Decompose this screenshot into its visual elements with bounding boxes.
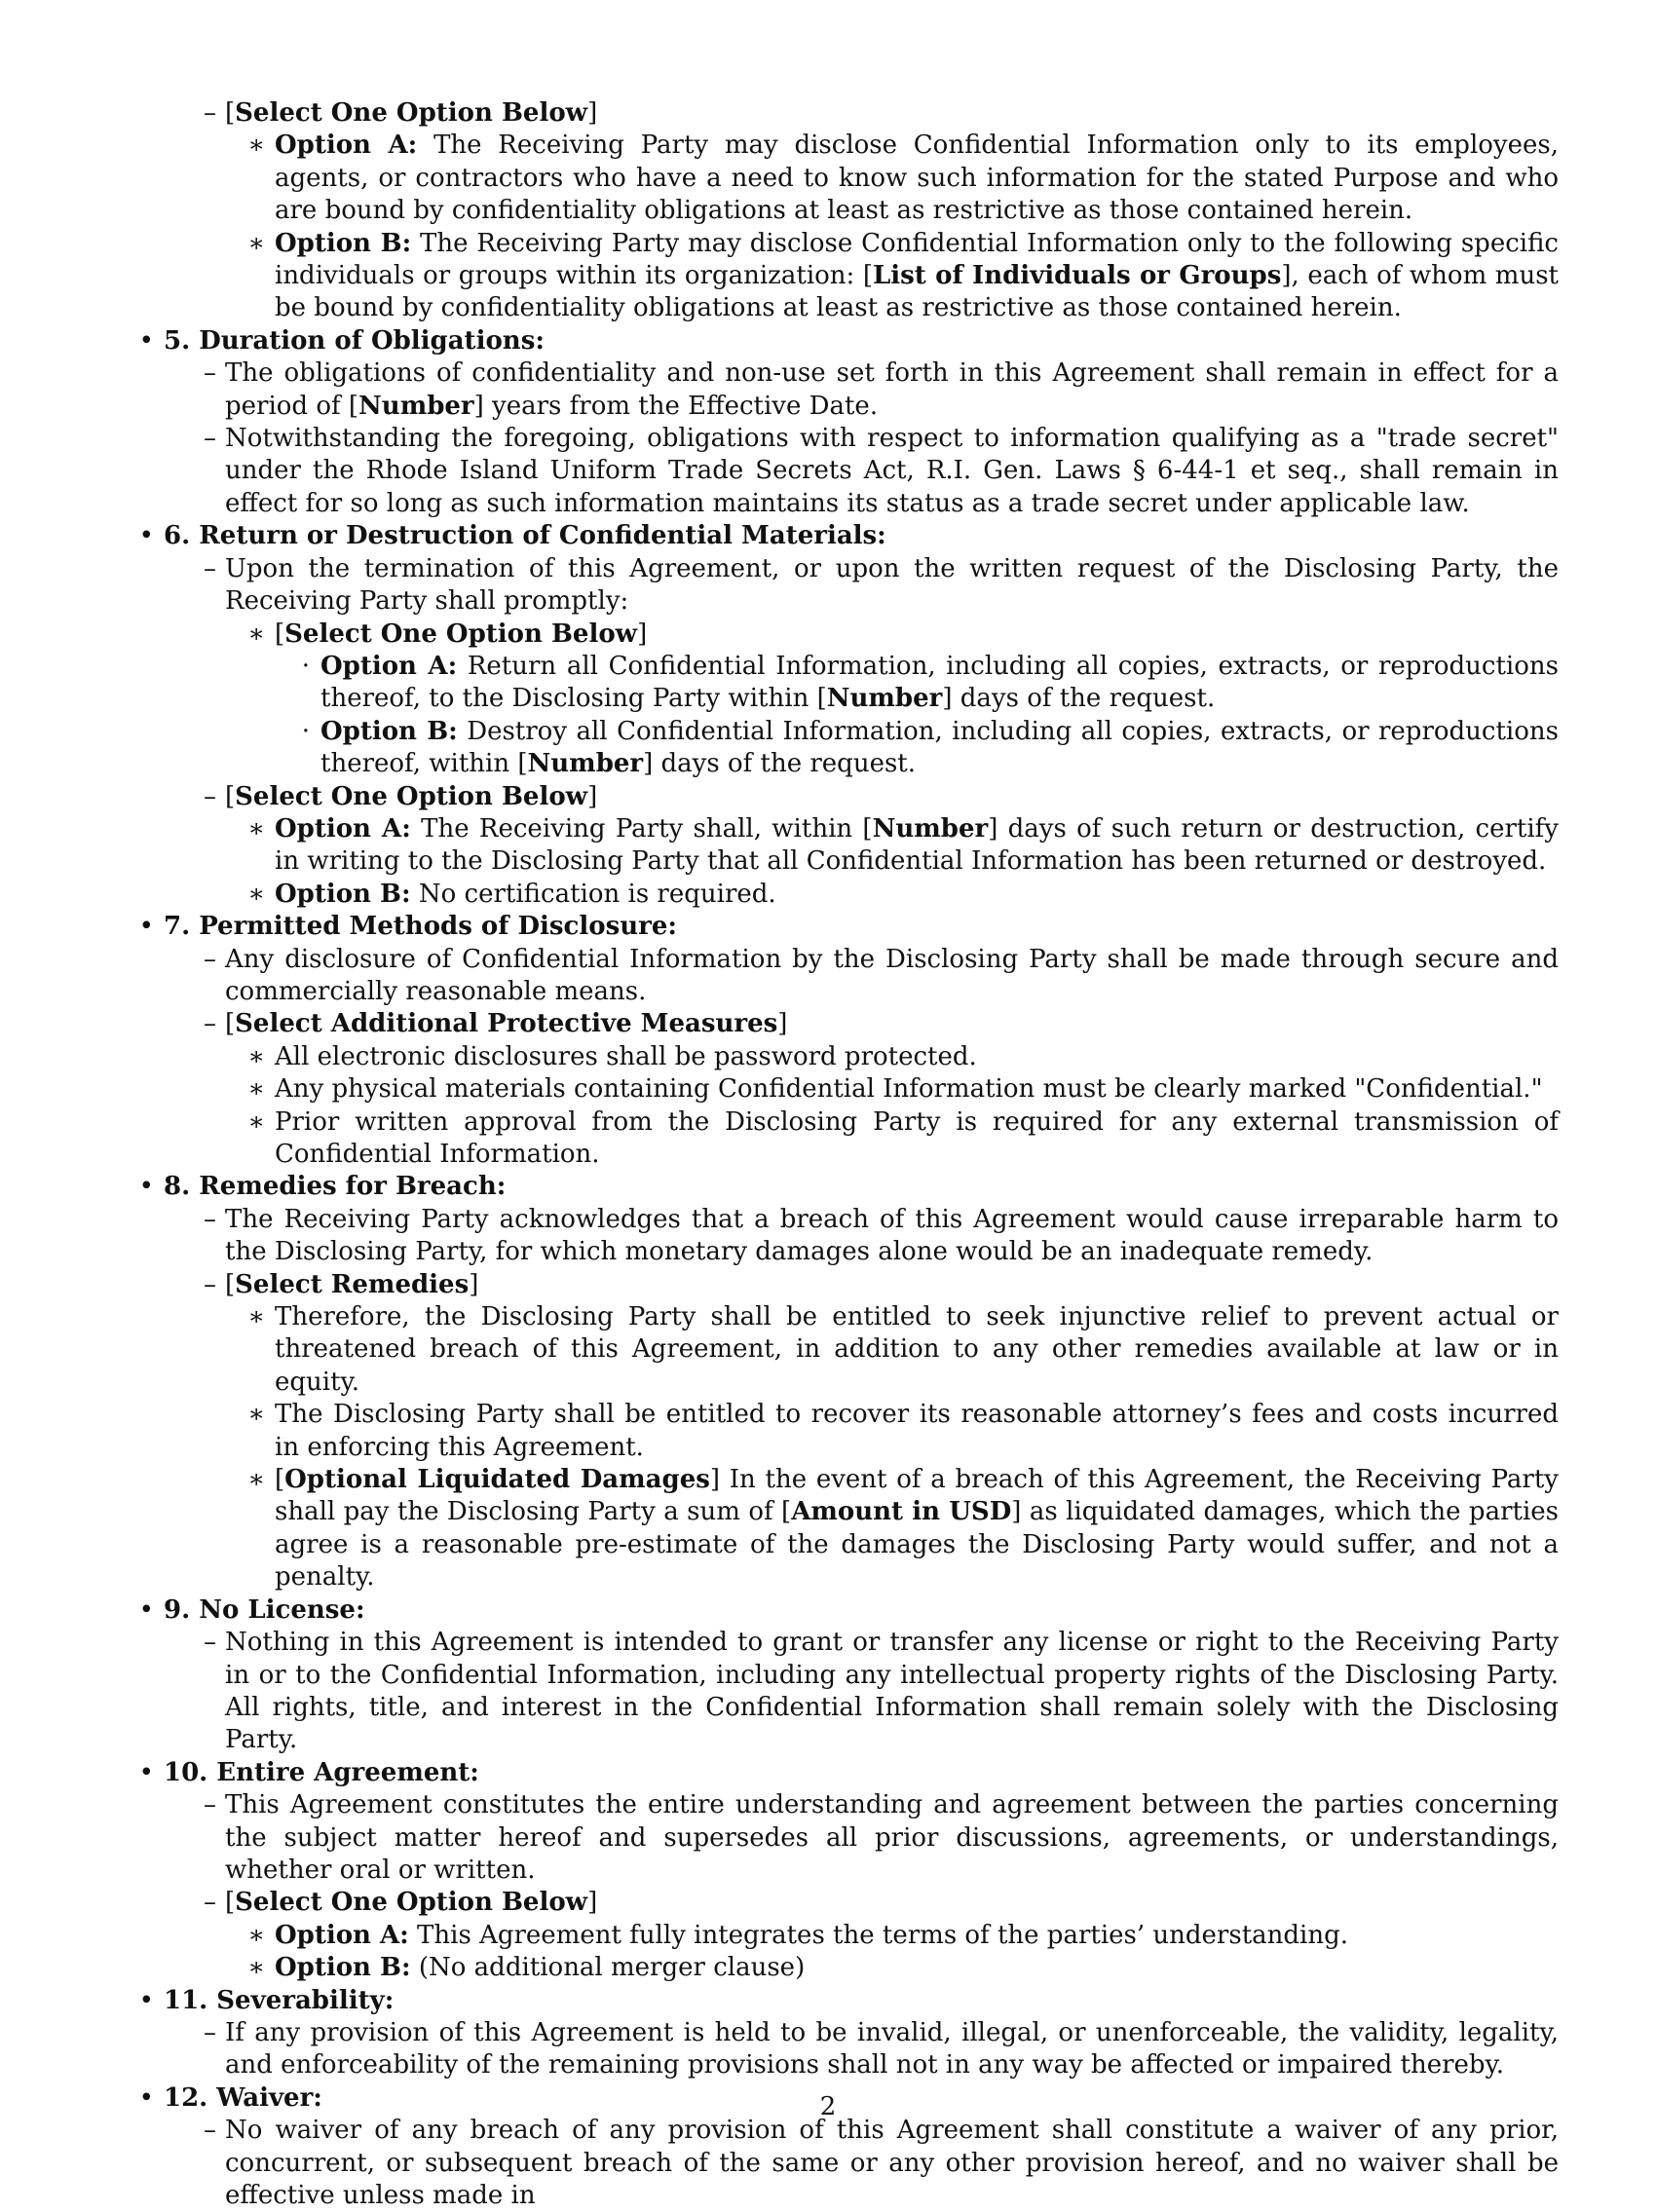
list-marker: – bbox=[204, 781, 216, 811]
list-marker: ∗ bbox=[247, 1074, 265, 1105]
list-item-text bbox=[275, 880, 776, 909]
list-item-level-3 bbox=[134, 1920, 1559, 1952]
list-item-level-1 bbox=[134, 1594, 1559, 1627]
bold-text-run: Option B: bbox=[275, 228, 412, 258]
document-body bbox=[134, 97, 1559, 2212]
list-item-text bbox=[225, 1009, 787, 1038]
list-item-text bbox=[164, 1172, 506, 1201]
text-run: Upon the termination of this Agreement, or upon the written request of the Disclosing Party, the Receiving Party shall promptly: bbox=[225, 553, 1559, 617]
list-item-level-3 bbox=[134, 1399, 1559, 1464]
list-item-text bbox=[275, 1107, 1559, 1169]
list-item-text bbox=[225, 945, 1559, 1006]
bold-text-run: 8. Remedies for Breach: bbox=[164, 1172, 507, 1202]
text-run: ] days of such return or destruction, certify in writing to the Disclosing Party that all Confidential Information has been returned or destroyed. bbox=[275, 813, 1559, 877]
text-run: [ bbox=[225, 98, 236, 128]
list-marker: – bbox=[204, 944, 216, 974]
text-run: ] years from the Effective Date. bbox=[473, 391, 879, 421]
list-marker: • bbox=[138, 1172, 154, 1202]
list-marker: ∗ bbox=[247, 1953, 265, 1983]
list-item-text bbox=[164, 326, 545, 356]
list-item-level-3 bbox=[134, 879, 1559, 911]
text-run: The Receiving Party may disclose Confidential Information only to its employees, agents, or contractors who have a need to know such information for the stated Purpose and who are bound by confidentiality obligations at least as restrictive as those contained herein. bbox=[275, 131, 1559, 226]
list-item-text bbox=[275, 1302, 1559, 1397]
list-marker: ∗ bbox=[247, 1302, 265, 1332]
list-marker: • bbox=[138, 2082, 154, 2113]
list-marker: – bbox=[204, 1790, 216, 1820]
list-marker: – bbox=[204, 1888, 216, 1918]
list-item-level-2 bbox=[134, 423, 1559, 520]
text-run: The Receiving Party may disclose Confidential Information only to the following specific individuals or groups within its organization: [ bbox=[275, 228, 1559, 291]
list-item-level-3 bbox=[134, 1073, 1559, 1106]
bold-text-run: Option B: bbox=[275, 1953, 411, 1983]
list-item-text bbox=[225, 424, 1559, 518]
list-item-level-2 bbox=[134, 1887, 1559, 1919]
list-item-level-4 bbox=[134, 716, 1559, 781]
list-item-level-2 bbox=[134, 1008, 1559, 1040]
list-item-text bbox=[275, 1400, 1559, 1461]
list-marker: – bbox=[204, 1204, 216, 1234]
text-run: If any provision of this Agreement is held to be invalid, illegal, or unenforceable, the validity, legality, and enforceability of the remaining provisions shall not in any way be affected or impaired thereby. bbox=[225, 2017, 1559, 2081]
list-item-text bbox=[320, 652, 1559, 713]
list-item-level-2 bbox=[134, 2017, 1559, 2082]
list-marker: • bbox=[138, 1594, 154, 1625]
list-item-level-1 bbox=[134, 911, 1559, 943]
bold-text-run: 11. Severability: bbox=[164, 1985, 395, 2015]
text-run: Therefore, the Disclosing Party shall be entitled to seek injunctive relief to prevent actual or threatened breach of this Agreement, in addition to any other remedies available at law or in equity. bbox=[275, 1302, 1559, 1397]
list-item-text bbox=[275, 619, 647, 649]
list-item-level-3 bbox=[134, 1952, 1559, 1984]
list-item-level-3 bbox=[134, 1301, 1559, 1399]
list-item-text bbox=[275, 814, 1559, 876]
text-run: The Receiving Party shall, within [ bbox=[410, 813, 873, 844]
text-run: [ bbox=[225, 1269, 236, 1299]
bold-text-run: Select Remedies bbox=[235, 1269, 470, 1299]
bold-text-run: 10. Entire Agreement: bbox=[164, 1757, 479, 1787]
list-item-text bbox=[275, 1921, 1348, 1950]
list-item-text bbox=[164, 521, 886, 550]
text-run: No waiver of any breach of any provision of this Agreement shall constitute a waiver of any prior, concurrent, or subsequent breach of the same or any other provision hereof, and no waiver shall be effective unless made in bbox=[225, 2116, 1559, 2210]
list-item-level-3 bbox=[134, 228, 1559, 325]
bold-text-run: Option A: bbox=[275, 1920, 409, 1950]
bold-text-run: Number bbox=[358, 391, 474, 421]
text-run: [ bbox=[225, 1009, 236, 1039]
text-run: [ bbox=[225, 781, 236, 811]
list-item-level-2 bbox=[134, 1789, 1559, 1887]
bold-text-run: Amount in USD bbox=[791, 1497, 1012, 1527]
text-run: ] bbox=[469, 1269, 479, 1299]
bold-text-run: 12. Waiver: bbox=[164, 2082, 322, 2113]
list-item-level-1 bbox=[134, 1757, 1559, 1789]
text-run: ] bbox=[587, 1888, 598, 1918]
list-marker: • bbox=[138, 1757, 154, 1787]
text-run: This Agreement constitutes the entire understanding and agreement between the parties concerning the subject matter hereof and supersedes all prior discussions, agreements, or understandings, whether oral or written. bbox=[225, 1790, 1559, 1885]
page-number: 2 bbox=[819, 2092, 837, 2121]
list-item-level-2 bbox=[134, 781, 1559, 813]
list-marker: – bbox=[204, 1269, 216, 1299]
list-marker: • bbox=[138, 1985, 154, 2015]
bold-text-run: Number bbox=[826, 684, 943, 714]
list-item-text bbox=[275, 1074, 1543, 1104]
list-marker: ∗ bbox=[247, 1041, 265, 1071]
list-marker: – bbox=[204, 2116, 216, 2146]
list-marker: ∗ bbox=[247, 228, 265, 258]
list-marker: • bbox=[138, 325, 154, 356]
list-item-text bbox=[225, 358, 1559, 420]
text-run: Destroy all Confidential Information, including all copies, extracts, or reproductions thereof, within [ bbox=[320, 716, 1559, 779]
text-run: Return all Confidential Information, including all copies, extracts, or reproductions thereof, to the Disclosing Party within [ bbox=[320, 651, 1559, 714]
list-marker: · bbox=[301, 716, 310, 746]
bold-text-run: Option A: bbox=[320, 651, 458, 681]
list-marker: ∗ bbox=[247, 1400, 265, 1430]
list-item-level-2 bbox=[134, 1204, 1559, 1269]
bold-text-run: Option B: bbox=[275, 879, 411, 909]
list-item-level-2 bbox=[134, 553, 1559, 619]
list-item-text bbox=[275, 131, 1559, 225]
text-run: Nothing in this Agreement is intended to grant or transfer any license or right to the Receiving Party in or to the Confidential Information, including any intellectual property rights of the Disclosing Party. All rights, title, and interest in the Confidential Information shall remain solely with the Disclosing Party. bbox=[225, 1628, 1559, 1755]
text-run: All electronic disclosures shall be password protected. bbox=[275, 1041, 977, 1071]
text-run: ] days of the request. bbox=[643, 749, 917, 779]
text-run: Any physical materials containing Confidential Information must be clearly marked "Confidential." bbox=[275, 1074, 1543, 1105]
list-item-level-3 bbox=[134, 130, 1559, 227]
list-item-text bbox=[225, 554, 1559, 616]
bold-text-run: Option B: bbox=[320, 716, 458, 746]
text-run: The obligations of confidentiality and non-use set forth in this Agreement shall remain in effect for a period of [ bbox=[225, 358, 1559, 421]
bold-text-run: List of Individuals or Groups bbox=[873, 261, 1282, 291]
list-item-text bbox=[164, 1595, 365, 1625]
text-run: ], each of whom must be bound by confidentiality obligations at least as restrictive as those contained herein. bbox=[275, 261, 1559, 323]
list-item-text bbox=[225, 782, 597, 811]
list-marker: – bbox=[204, 2017, 216, 2047]
list-item-level-2 bbox=[134, 944, 1559, 1009]
list-item-text bbox=[225, 2116, 1559, 2210]
bold-text-run: Select Additional Protective Measures bbox=[235, 1009, 778, 1039]
list-marker: ∗ bbox=[247, 619, 265, 649]
list-item-level-3 bbox=[134, 619, 1559, 651]
list-item-level-2 bbox=[134, 1627, 1559, 1757]
list-marker: ∗ bbox=[247, 131, 265, 161]
list-marker: ∗ bbox=[247, 1465, 265, 1495]
list-item-level-1 bbox=[134, 325, 1559, 357]
list-marker: – bbox=[204, 1009, 216, 1039]
bold-text-run: Number bbox=[527, 749, 644, 779]
bold-text-run: Select One Option Below bbox=[235, 781, 588, 811]
list-item-level-3 bbox=[134, 1106, 1559, 1172]
bold-text-run: Number bbox=[872, 813, 989, 844]
list-item-text bbox=[225, 98, 597, 128]
bold-text-run: 5. Duration of Obligations: bbox=[164, 325, 545, 356]
bold-text-run: 6. Return or Destruction of Confidential Materials: bbox=[164, 521, 886, 551]
text-run: Any disclosure of Confidential Information by the Disclosing Party shall be made through secure and commercially reasonable means. bbox=[225, 944, 1559, 1006]
text-run: ] bbox=[587, 781, 598, 811]
list-item-text bbox=[225, 1270, 478, 1299]
list-marker: – bbox=[204, 424, 216, 454]
list-item-text bbox=[225, 1205, 1559, 1266]
text-run: ] as liquidated damages, which the parties agree is a reasonable pre-estimate of the damages the Disclosing Party would suffer, and not a penalty. bbox=[275, 1497, 1559, 1593]
list-marker: ∗ bbox=[247, 1920, 265, 1950]
text-run: ] bbox=[637, 619, 648, 649]
list-item-level-2 bbox=[134, 1269, 1559, 1301]
list-item-level-4 bbox=[134, 651, 1559, 716]
list-marker: – bbox=[204, 1628, 216, 1658]
list-item-level-3 bbox=[134, 813, 1559, 879]
list-item-level-2 bbox=[134, 97, 1559, 130]
list-item-text bbox=[164, 1758, 479, 1787]
bold-text-run: Option A: bbox=[275, 131, 418, 161]
bold-text-run: Optional Liquidated Damages bbox=[284, 1465, 710, 1495]
text-run: ] In the event of a breach of this Agreement, the Receiving Party shall pay the Disclosing Party a sum of [ bbox=[275, 1465, 1559, 1527]
list-marker: • bbox=[138, 912, 154, 942]
list-item-text bbox=[275, 1042, 977, 1071]
list-item-level-1 bbox=[134, 520, 1559, 552]
text-run: ] bbox=[587, 98, 598, 128]
bold-text-run: Select One Option Below bbox=[284, 619, 638, 649]
list-item-text bbox=[164, 1986, 394, 2015]
list-item-text bbox=[225, 1790, 1559, 1885]
list-item-level-3 bbox=[134, 1041, 1559, 1073]
list-marker: ∗ bbox=[247, 1106, 265, 1137]
text-run: No certification is required. bbox=[410, 879, 776, 909]
list-marker: – bbox=[204, 553, 216, 583]
list-item-level-1 bbox=[134, 1985, 1559, 2017]
list-item-text bbox=[275, 229, 1559, 323]
list-item-text bbox=[225, 2018, 1559, 2080]
list-item-text bbox=[320, 717, 1559, 778]
list-item-text bbox=[275, 1465, 1559, 1592]
bold-text-run: Option A: bbox=[275, 813, 411, 844]
text-run: [ bbox=[275, 1465, 285, 1495]
bold-text-run: Select One Option Below bbox=[235, 98, 588, 128]
list-marker: · bbox=[301, 651, 310, 681]
bold-text-run: 7. Permitted Methods of Disclosure: bbox=[164, 912, 677, 942]
list-marker: ∗ bbox=[247, 879, 265, 909]
text-run: [ bbox=[275, 619, 285, 649]
list-marker: ∗ bbox=[247, 813, 265, 844]
text-run: Notwithstanding the foregoing, obligations with respect to information qualifying as a "trade secret" under the Rhode Island Uniform Trade Secrets Act, R.I. Gen. Laws § 6-44-1 et seq., shall remain in effect for so long as such information maintains its status as a trade secret under applicable law. bbox=[225, 424, 1559, 518]
text-run: This Agreement fully integrates the terms of the parties’ understanding. bbox=[408, 1920, 1349, 1950]
list-item-text bbox=[275, 1953, 805, 1982]
text-run: The Disclosing Party shall be entitled to recover its reasonable attorney’s fees and costs incurred in enforcing this Agreement. bbox=[275, 1400, 1559, 1462]
list-item-text bbox=[225, 1888, 597, 1917]
list-marker: – bbox=[204, 358, 216, 389]
list-item-text bbox=[164, 912, 677, 941]
text-run: ] bbox=[777, 1009, 788, 1039]
text-run: Prior written approval from the Disclosing Party is required for any external transmission of Confidential Information. bbox=[275, 1106, 1559, 1169]
text-run: [ bbox=[225, 1888, 236, 1918]
text-run: The Receiving Party acknowledges that a breach of this Agreement would cause irreparable harm to the Disclosing Party, for which monetary damages alone would be an inadequate remedy. bbox=[225, 1204, 1559, 1267]
text-run: ] days of the request. bbox=[942, 684, 1216, 714]
bold-text-run: 9. No License: bbox=[164, 1594, 365, 1625]
list-item-level-2 bbox=[134, 2115, 1559, 2212]
list-marker: – bbox=[204, 98, 216, 128]
list-item-level-2 bbox=[134, 357, 1559, 423]
list-marker: • bbox=[138, 521, 154, 551]
list-item-text bbox=[225, 1628, 1559, 1754]
text-run: (No additional merger clause) bbox=[410, 1953, 806, 1983]
list-item-level-1 bbox=[134, 1171, 1559, 1203]
bold-text-run: Select One Option Below bbox=[235, 1888, 588, 1918]
list-item-level-3 bbox=[134, 1464, 1559, 1594]
